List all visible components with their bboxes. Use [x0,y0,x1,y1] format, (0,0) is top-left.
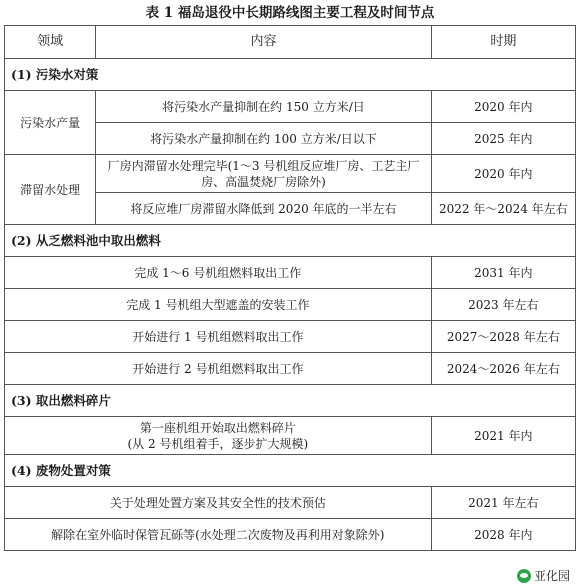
roadmap-table [4,25,576,551]
content-cell: 将反应堆厂房滞留水降低到 2020 年底的一半左右 [96,193,431,225]
wechat-icon [517,569,531,583]
section-heading: (3) 取出燃料碎片 [5,385,576,417]
period-cell: 2027～2028 年左右 [431,321,575,353]
content-cell: 将污染水产量抑制在约 100 立方米/日以下 [96,123,431,155]
period-cell: 2020 年内 [431,155,575,193]
content-cell [5,417,432,455]
period-cell: 2028 年内 [431,519,575,551]
section-heading: (1) 污染水对策 [5,59,576,91]
table-row [5,289,576,321]
header-field: 领域 [5,26,96,59]
table-row [5,257,576,289]
header-period: 时期 [431,26,575,59]
section-heading: (2) 从乏燃料池中取出燃料 [5,225,576,257]
table-row [5,353,576,385]
table-row [5,487,576,519]
content-line: 第一座机组开始取出燃料碎片 [139,420,296,435]
content-cell: 将污染水产量抑制在约 150 立方米/日 [96,91,431,123]
table-title: 表 1 福岛退役中长期路线图主要工程及时间节点 [145,5,435,21]
watermark-text: 亚化园 [533,569,570,583]
section-heading: (4) 废物处置对策 [5,455,576,487]
period-cell: 2020 年内 [431,91,575,123]
period-cell: 2021 年内 [431,417,575,455]
period-cell: 2022 年～2024 年左右 [431,193,575,225]
period-cell: 2024～2026 年左右 [431,353,575,385]
header-content: 内容 [96,26,431,59]
table-header-row [5,26,576,59]
period-cell: 2021 年左右 [431,487,575,519]
period-cell: 2025 年内 [431,123,575,155]
section-heading-row [5,385,576,417]
content-cell: 开始进行 2 号机组燃料取出工作 [5,353,432,385]
content-line: (从 2 号机组着手，逐步扩大规模) [127,436,309,451]
table-row [5,91,576,123]
content-cell: 解除在室外临时保管瓦砾等(水处理二次废物及再利用对象除外) [5,519,432,551]
table-row [5,155,576,193]
period-cell: 2031 年内 [431,257,575,289]
content-cell: 厂房内滞留水处理完毕(1～3 号机组反应堆厂房、工艺主厂房、高温焚烧厂房除外) [96,155,431,193]
content-cell: 完成 1 号机组大型遮盖的安装工作 [5,289,432,321]
content-cell: 完成 1～6 号机组燃料取出工作 [5,257,432,289]
watermark [513,566,574,585]
content-cell: 关于处理处置方案及其安全性的技术预估 [5,487,432,519]
section-heading-row [5,225,576,257]
period-cell: 2023 年左右 [431,289,575,321]
section-heading-row [5,455,576,487]
table-row [5,519,576,551]
table-row [5,321,576,353]
content-cell: 开始进行 1 号机组燃料取出工作 [5,321,432,353]
field-cell: 滞留水处理 [5,155,96,225]
table-row [5,417,576,455]
section-heading-row [5,59,576,91]
field-cell: 污染水产量 [5,91,96,155]
